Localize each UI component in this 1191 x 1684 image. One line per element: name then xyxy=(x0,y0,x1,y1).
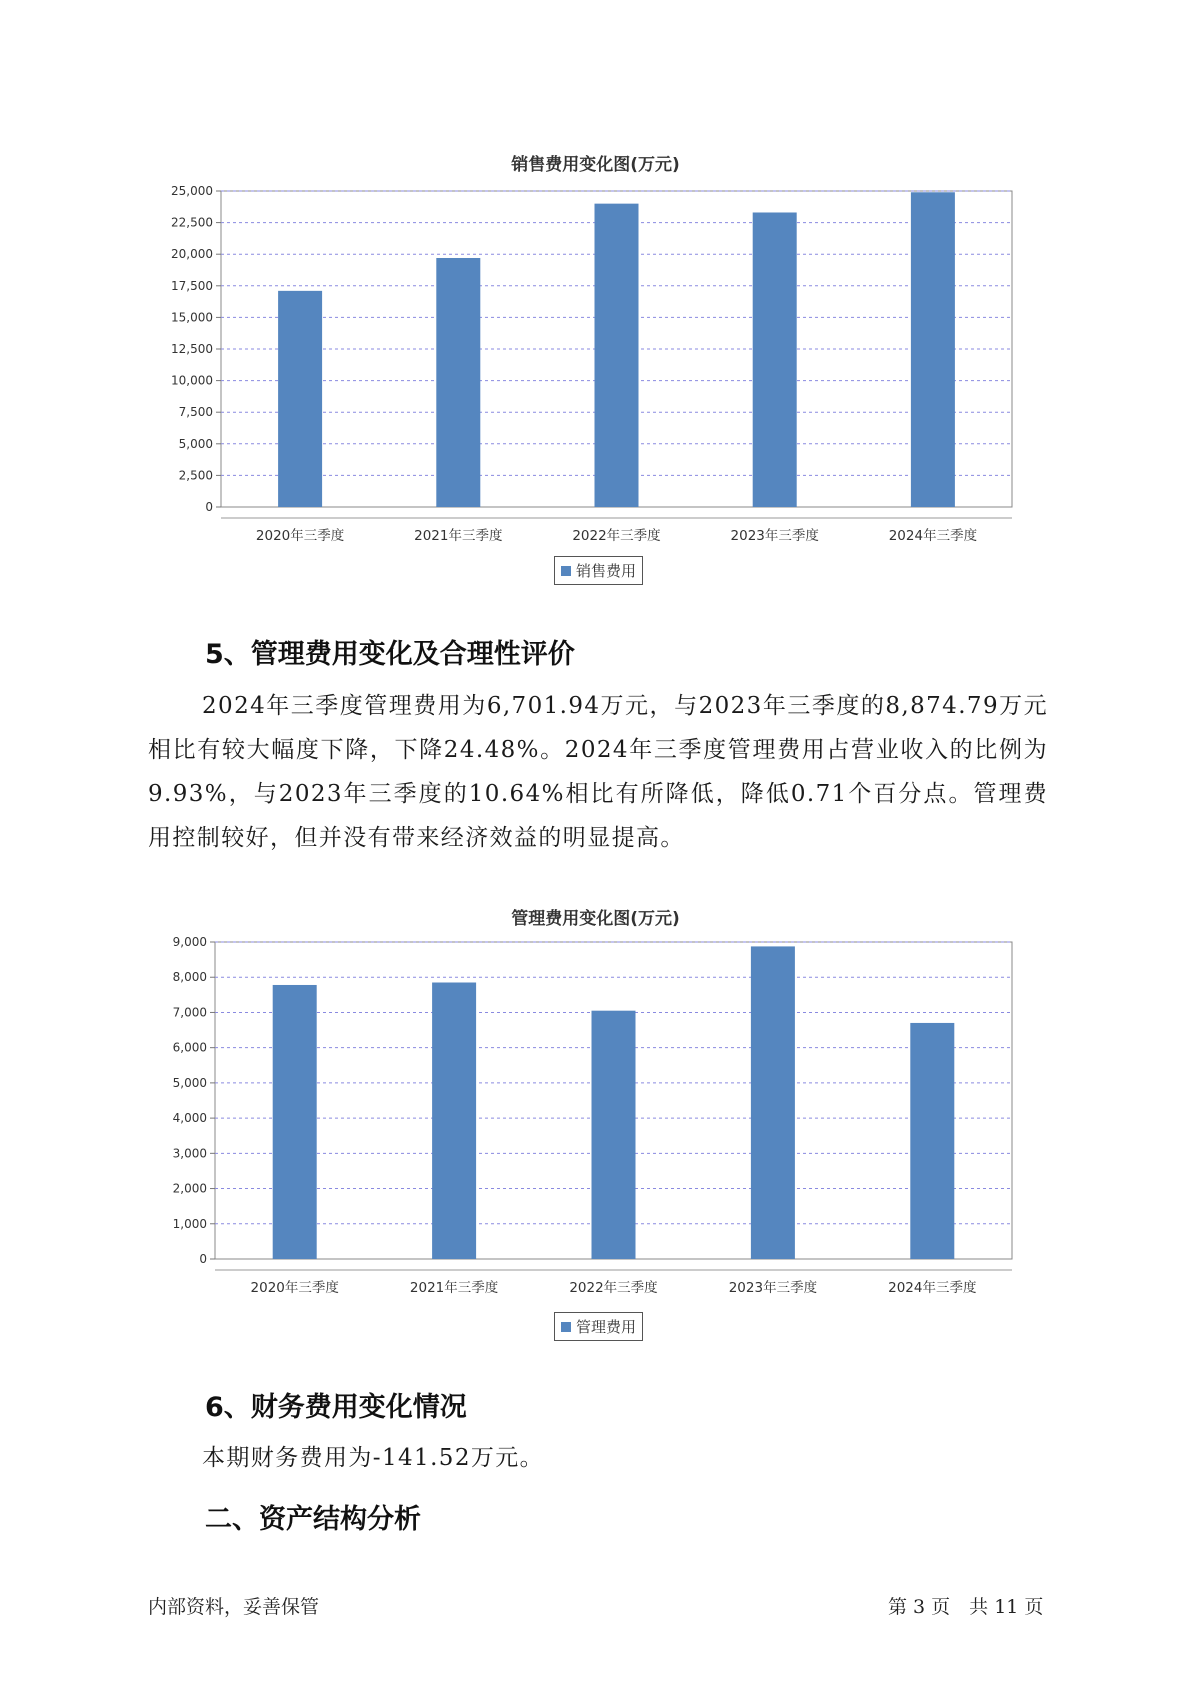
x-tick-label: 2023年三季度 xyxy=(728,1280,818,1296)
x-tick-label: 2020年三季度 xyxy=(255,528,345,544)
x-tick-label: 2021年三季度 xyxy=(414,528,503,544)
x-tick-label: 2022年三季度 xyxy=(569,1280,658,1296)
y-tick-label: 22,500 xyxy=(171,215,213,230)
y-tick-label: 5,000 xyxy=(178,436,213,451)
y-tick-label: 0 xyxy=(199,1252,207,1266)
y-tick-label: 8,000 xyxy=(172,970,207,985)
y-tick-label: 0 xyxy=(205,500,213,514)
x-tick-label: 2020年三季度 xyxy=(250,1280,339,1296)
y-tick-label: 1,000 xyxy=(172,1216,207,1231)
x-tick-label: 2024年三季度 xyxy=(888,528,978,544)
x-tick-label: 2023年三季度 xyxy=(730,528,819,544)
finance-paragraph: 本期财务费用为-141.52万元。 xyxy=(202,1445,545,1471)
bar xyxy=(910,1023,954,1259)
chart-title: 销售费用变化图(万元) xyxy=(511,155,680,175)
y-tick-label: 7,000 xyxy=(172,1005,207,1020)
y-tick-label: 7,500 xyxy=(178,405,213,420)
x-tick-label: 2021年三季度 xyxy=(409,1280,499,1296)
x-tick-label: 2022年三季度 xyxy=(572,528,661,544)
legend-swatch xyxy=(561,1322,571,1332)
legend-label: 销售费用 xyxy=(576,562,637,580)
y-tick-label: 20,000 xyxy=(171,247,213,262)
y-tick-label: 6,000 xyxy=(172,1040,207,1055)
bar xyxy=(592,1011,636,1259)
bar xyxy=(273,985,317,1259)
section-heading-mgmt: 5、管理费用变化及合理性评价 xyxy=(205,639,575,670)
legend-label: 管理费用 xyxy=(576,1318,637,1336)
mgmt-paragraph: 2024年三季度管理费用为6,701.94万元，与2023年三季度的8,874.79万元相比有较大幅度下降，下降24.48%。2024年三季度管理费用占营业收入的比例为9.93%，与2023年三季度的10.64%相比有所降低，降低0.71个百分点。管理费用控制较好，但并没有带来经济效益的明显提高。 xyxy=(148,693,1048,851)
y-tick-label: 10,000 xyxy=(171,373,213,388)
section-heading-finance: 6、财务费用变化情况 xyxy=(205,1392,467,1423)
y-tick-label: 2,500 xyxy=(178,468,213,483)
y-tick-label: 3,000 xyxy=(172,1146,207,1161)
section-heading-assets: 二、资产结构分析 xyxy=(205,1504,421,1535)
bar xyxy=(751,946,795,1259)
y-tick-label: 9,000 xyxy=(172,935,207,949)
y-tick-label: 2,000 xyxy=(172,1181,207,1196)
y-tick-label: 4,000 xyxy=(172,1111,207,1126)
y-tick-label: 17,500 xyxy=(171,278,213,293)
x-tick-label: 2024年三季度 xyxy=(888,1280,977,1296)
y-tick-label: 15,000 xyxy=(171,310,213,325)
y-tick-label: 5,000 xyxy=(172,1075,207,1090)
footer-left: 内部资料，妥善保管 xyxy=(148,1596,320,1618)
footer-page-number: 第 3 页 共 11 页 xyxy=(888,1596,1044,1618)
chart-title: 管理费用变化图(万元) xyxy=(511,909,680,929)
bar xyxy=(432,983,476,1259)
chart-legend xyxy=(554,1312,643,1341)
y-tick-label: 25,000 xyxy=(171,184,213,198)
y-tick-label: 12,500 xyxy=(171,342,213,356)
